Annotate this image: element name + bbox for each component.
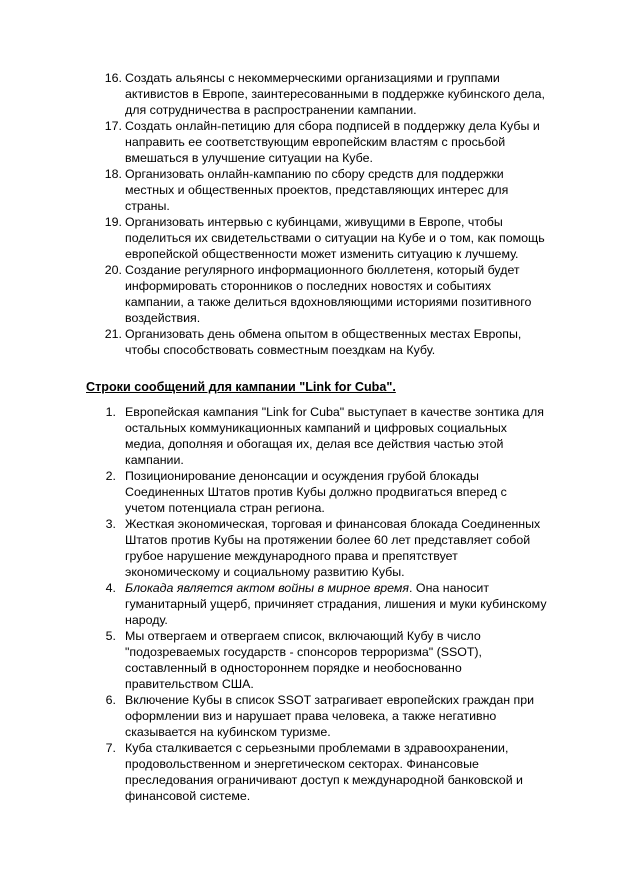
item-number: 2. xyxy=(105,469,116,483)
ideas-list-continued xyxy=(0,70,626,358)
item-text: Мы отвергаем и отвергаем список, включающий Кубу в число "подозреваемых государств - спонсоров терроризма" (SSOT), составленный в одностороннем порядке и необоснованно правительством США. xyxy=(125,629,482,691)
item-number: 19. xyxy=(104,215,122,229)
item-text-italic: Блокада является актом войны в мирное время xyxy=(125,581,410,595)
item-number: 16. xyxy=(104,71,122,85)
list-item xyxy=(0,214,626,262)
list-item xyxy=(0,262,626,326)
item-number: 1. xyxy=(105,405,116,419)
list-item xyxy=(0,326,626,358)
list-item xyxy=(0,628,626,692)
item-number: 4. xyxy=(105,581,116,595)
item-text xyxy=(125,580,550,628)
list-item xyxy=(0,468,626,516)
list-item xyxy=(0,692,626,740)
item-text: Включение Кубы в список SSOT затрагивает европейских граждан при оформлении виз и нарушает права человека, а также негативно сказывается на кубинском туризме. xyxy=(125,693,535,739)
item-number: 20. xyxy=(104,263,122,277)
item-number: 6. xyxy=(105,693,116,707)
item-text: Создать онлайн-петицию для сбора подписей в поддержку дела Кубы и направить ее соответствующим европейским властям с просьбой вмешаться в улучшение ситуации на Кубе. xyxy=(125,119,540,165)
item-text: Организовать интервью с кубинцами, живущими в Европе, чтобы поделиться их свидетельствами о ситуации на Кубе и о том, как помощь европейской общественности может изменить ситуацию к лучшему. xyxy=(125,215,545,261)
list-item xyxy=(0,740,626,804)
item-text: Позиционирование денонсации и осуждения грубой блокады Соединенных Штатов против Кубы должно продвигаться вперед с учетом потенциала стран региона. xyxy=(125,469,507,515)
list-item xyxy=(0,580,626,628)
item-number: 21. xyxy=(104,327,122,341)
item-number: 5. xyxy=(105,629,116,643)
item-text: Создать альянсы с некоммерческими организациями и группами активистов в Европе, заинтересованными в поддержке кубинского дела, для сотрудничества в распространении кампании. xyxy=(125,71,545,117)
list-item xyxy=(0,118,626,166)
item-text: Организовать день обмена опытом в общественных местах Европы, чтобы способствовать совместным поездкам на Кубу. xyxy=(125,327,522,357)
item-text: Жесткая экономическая, торговая и финансовая блокада Соединенных Штатов против Кубы на протяжении более 60 лет представляет собой грубое нарушение международного права и препятствует экономическому и социальному развитию Кубы. xyxy=(125,517,541,579)
item-number: 17. xyxy=(104,119,122,133)
section-heading: Строки сообщений для кампании "Link for Cuba". xyxy=(86,380,396,394)
list-item xyxy=(0,166,626,214)
item-text: Европейская кампания "Link for Cuba" выступает в качестве зонтика для остальных коммуникационных кампаний и цифровых социальных медиа, дополняя и обогащая их, делая все действия частью этой кампании. xyxy=(125,405,544,467)
message-lines-list xyxy=(0,404,626,804)
item-text: Куба сталкивается с серьезными проблемами в здравоохранении, продовольственном и энергетическом секторах. Финансовые преследования ограничивают доступ к международной банковской и финансовой системе. xyxy=(125,741,523,803)
item-text-rest: . Она наносит гуманитарный ущерб, причиняет страдания, лишения и муки кубинскому народу. xyxy=(125,581,547,627)
list-item xyxy=(0,404,626,468)
list-item xyxy=(0,516,626,580)
list-item xyxy=(0,70,626,118)
item-number: 18. xyxy=(104,167,122,181)
item-text: Организовать онлайн-кампанию по сбору средств для поддержки местных и общественных проектов, представляющих интерес для страны. xyxy=(125,167,509,213)
item-number: 7. xyxy=(105,741,116,755)
item-number: 3. xyxy=(105,517,116,531)
item-text: Создание регулярного информационного бюллетеня, который будет информировать сторонников о последних новостях и событиях кампании, а также делиться вдохновляющими историями позитивного воздействия. xyxy=(125,263,532,325)
